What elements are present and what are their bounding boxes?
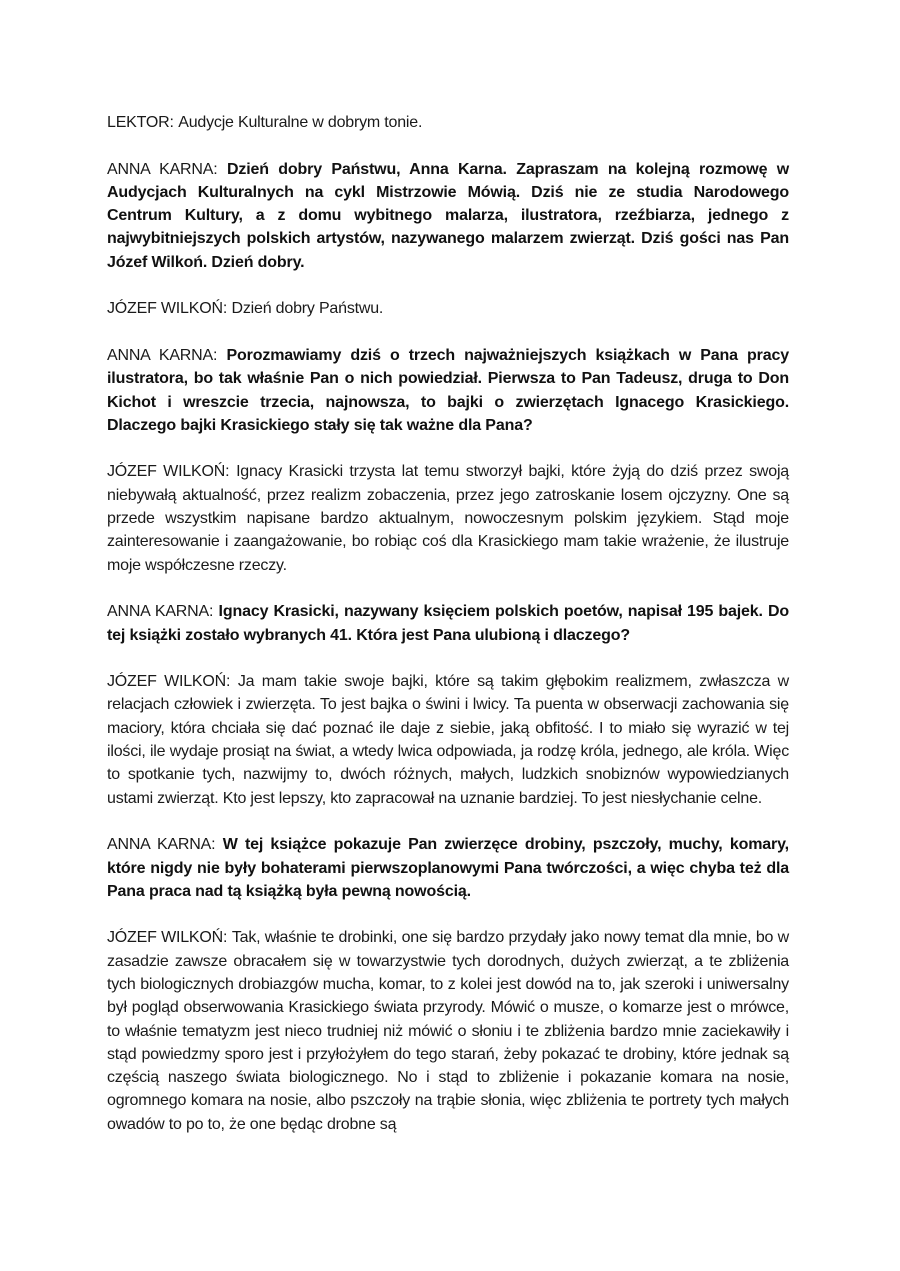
transcript-paragraph-jozef-wilkon <box>107 926 789 1136</box>
speaker-label: LEKTOR: <box>107 114 174 131</box>
speaker-label: JÓZEF WILKOŃ: <box>107 300 228 318</box>
speaker-label: JÓZEF WILKOŃ: <box>107 673 231 691</box>
speech-text: Dzień dobry Państwu. <box>231 300 384 318</box>
speaker-label: JÓZEF WILKOŃ: <box>107 929 228 947</box>
speaker-label: ANNA KARNA: <box>107 836 216 854</box>
speech-text: Porozmawiamy dziś o trzech najważniejszych książkach w Pana pracy ilustratora, bo tak właśnie Pan o nich powiedział. Pierwsza to Pan Tadeusz, druga to Don Kichot i wreszcie trzecia, najnowsza, to bajki o zwierzętach Ignacego Krasickiego. Dlaczego bajki Krasickiego stały się tak ważne dla Pana? <box>107 346 789 434</box>
transcript-paragraph-anna-karna <box>107 833 789 903</box>
speaker-label: JÓZEF WILKOŃ: <box>107 463 230 481</box>
transcript-paragraph-anna-karna <box>107 600 789 647</box>
speaker-label: ANNA KARNA: <box>107 603 214 621</box>
speech-text: W tej książce pokazuje Pan zwierzęce drobiny, pszczoły, muchy, komary, które nigdy nie były bohaterami pierwszoplanowymi Pana twórczości, a więc chyba też dla Pana praca nad tą książką była pewną nowością. <box>107 836 789 900</box>
transcript-paragraph-lektor <box>107 111 789 134</box>
transcript-page <box>107 111 789 1159</box>
transcript-paragraph-anna-karna <box>107 344 789 437</box>
speech-text: Ignacy Krasicki, nazywany księciem polskich poetów, napisał 195 bajek. Do tej książki zostało wybranych 41. Która jest Pana ulubioną i dlaczego? <box>107 603 790 644</box>
transcript-paragraph-jozef-wilkon <box>107 670 789 810</box>
speech-text: Dzień dobry Państwu, Anna Karna. Zapraszam na kolejną rozmowę w Audycjach Kulturalnych na cykl Mistrzowie Mówią. Dziś nie ze studia Narodowego Centrum Kultury, a z domu wybitnego malarza, ilustratora, rzeźbiarza, jednego z najwybitniejszych polskich artystów, nazywanego malarzem zwierząt. Dziś gości nas Pan Józef Wilkoń. Dzień dobry. <box>107 160 789 271</box>
transcript-paragraph-jozef-wilkon <box>107 460 789 576</box>
speech-text: Ja mam takie swoje bajki, które są takim głębokim realizmem, zwłaszcza w relacjach człowiek i zwierzęta. To jest bajka o świni i lwicy. Ta puenta w obserwacji zachowania się maciory, która chciała się dać poznać ile daje z siebie, jaką obfitość. I to miało się wyrazić w tej ilości, ile wydaje prosiąt na świat, a wtedy lwica odpowiada, ja rodzę króla, jednego, ale króla. Więc to spotkanie tych, nazwijmy to, dwóch różnych, małych, ludzkich snobiznów wypowiedzianych ustami zwierząt. Kto jest lepszy, kto zapracował na uznanie bardziej. To jest niesłychanie celne. <box>107 673 789 807</box>
speech-text: Ignacy Krasicki trzysta lat temu stworzył bajki, które żyją do dziś przez swoją niebywałą aktualność, przez realizm zobaczenia, przez jego zatroskanie losem ojczyzny. One są przede wszystkim napisane bardzo aktualnym, nowoczesnym polskim językiem. Stąd moje zainteresowanie i zaangażowanie, bo robiąc coś dla Krasickiego mam takie wrażenie, że ilustruje moje współczesne rzeczy. <box>107 463 789 574</box>
transcript-paragraph-anna-karna <box>107 158 789 274</box>
speech-text: Tak, właśnie te drobinki, one się bardzo przydały jako nowy temat dla mnie, bo w zasadzie zawsze obracałem się w towarzystwie tych dorodnych, dużych zwierząt, a te zbliżenia tych biologicznych drobiazgów mucha, komar, to z kolei jest dowód na to, jak szeroki i uniwersalny był pogląd obserwowania Krasickiego świata przyrody. Mówić o musze, o komarze jest o mrówce, to właśnie tematyzm jest nieco trudniej niż mówić o słoniu i te zbliżenia bardzo mnie zaciekawiły i stąd powiedzmy sporo jest i przyłożyłem do tego starań, żeby pokazać te drobiny, które jednak są częścią naszego świata biologicznego. No i stąd to zbliżenie i pokazanie komara na nosie, ogromnego komara na nosie, albo pszczoły na trąbie słonia, więc zbliżenia te portrety tych małych owadów to po to, że one będąc drobne są <box>107 929 789 1133</box>
speaker-label: ANNA KARNA: <box>107 160 218 178</box>
speech-text: Audycje Kulturalne w dobrym tonie. <box>178 114 423 131</box>
speaker-label: ANNA KARNA: <box>107 346 218 364</box>
transcript-paragraph-jozef-wilkon <box>107 297 789 320</box>
